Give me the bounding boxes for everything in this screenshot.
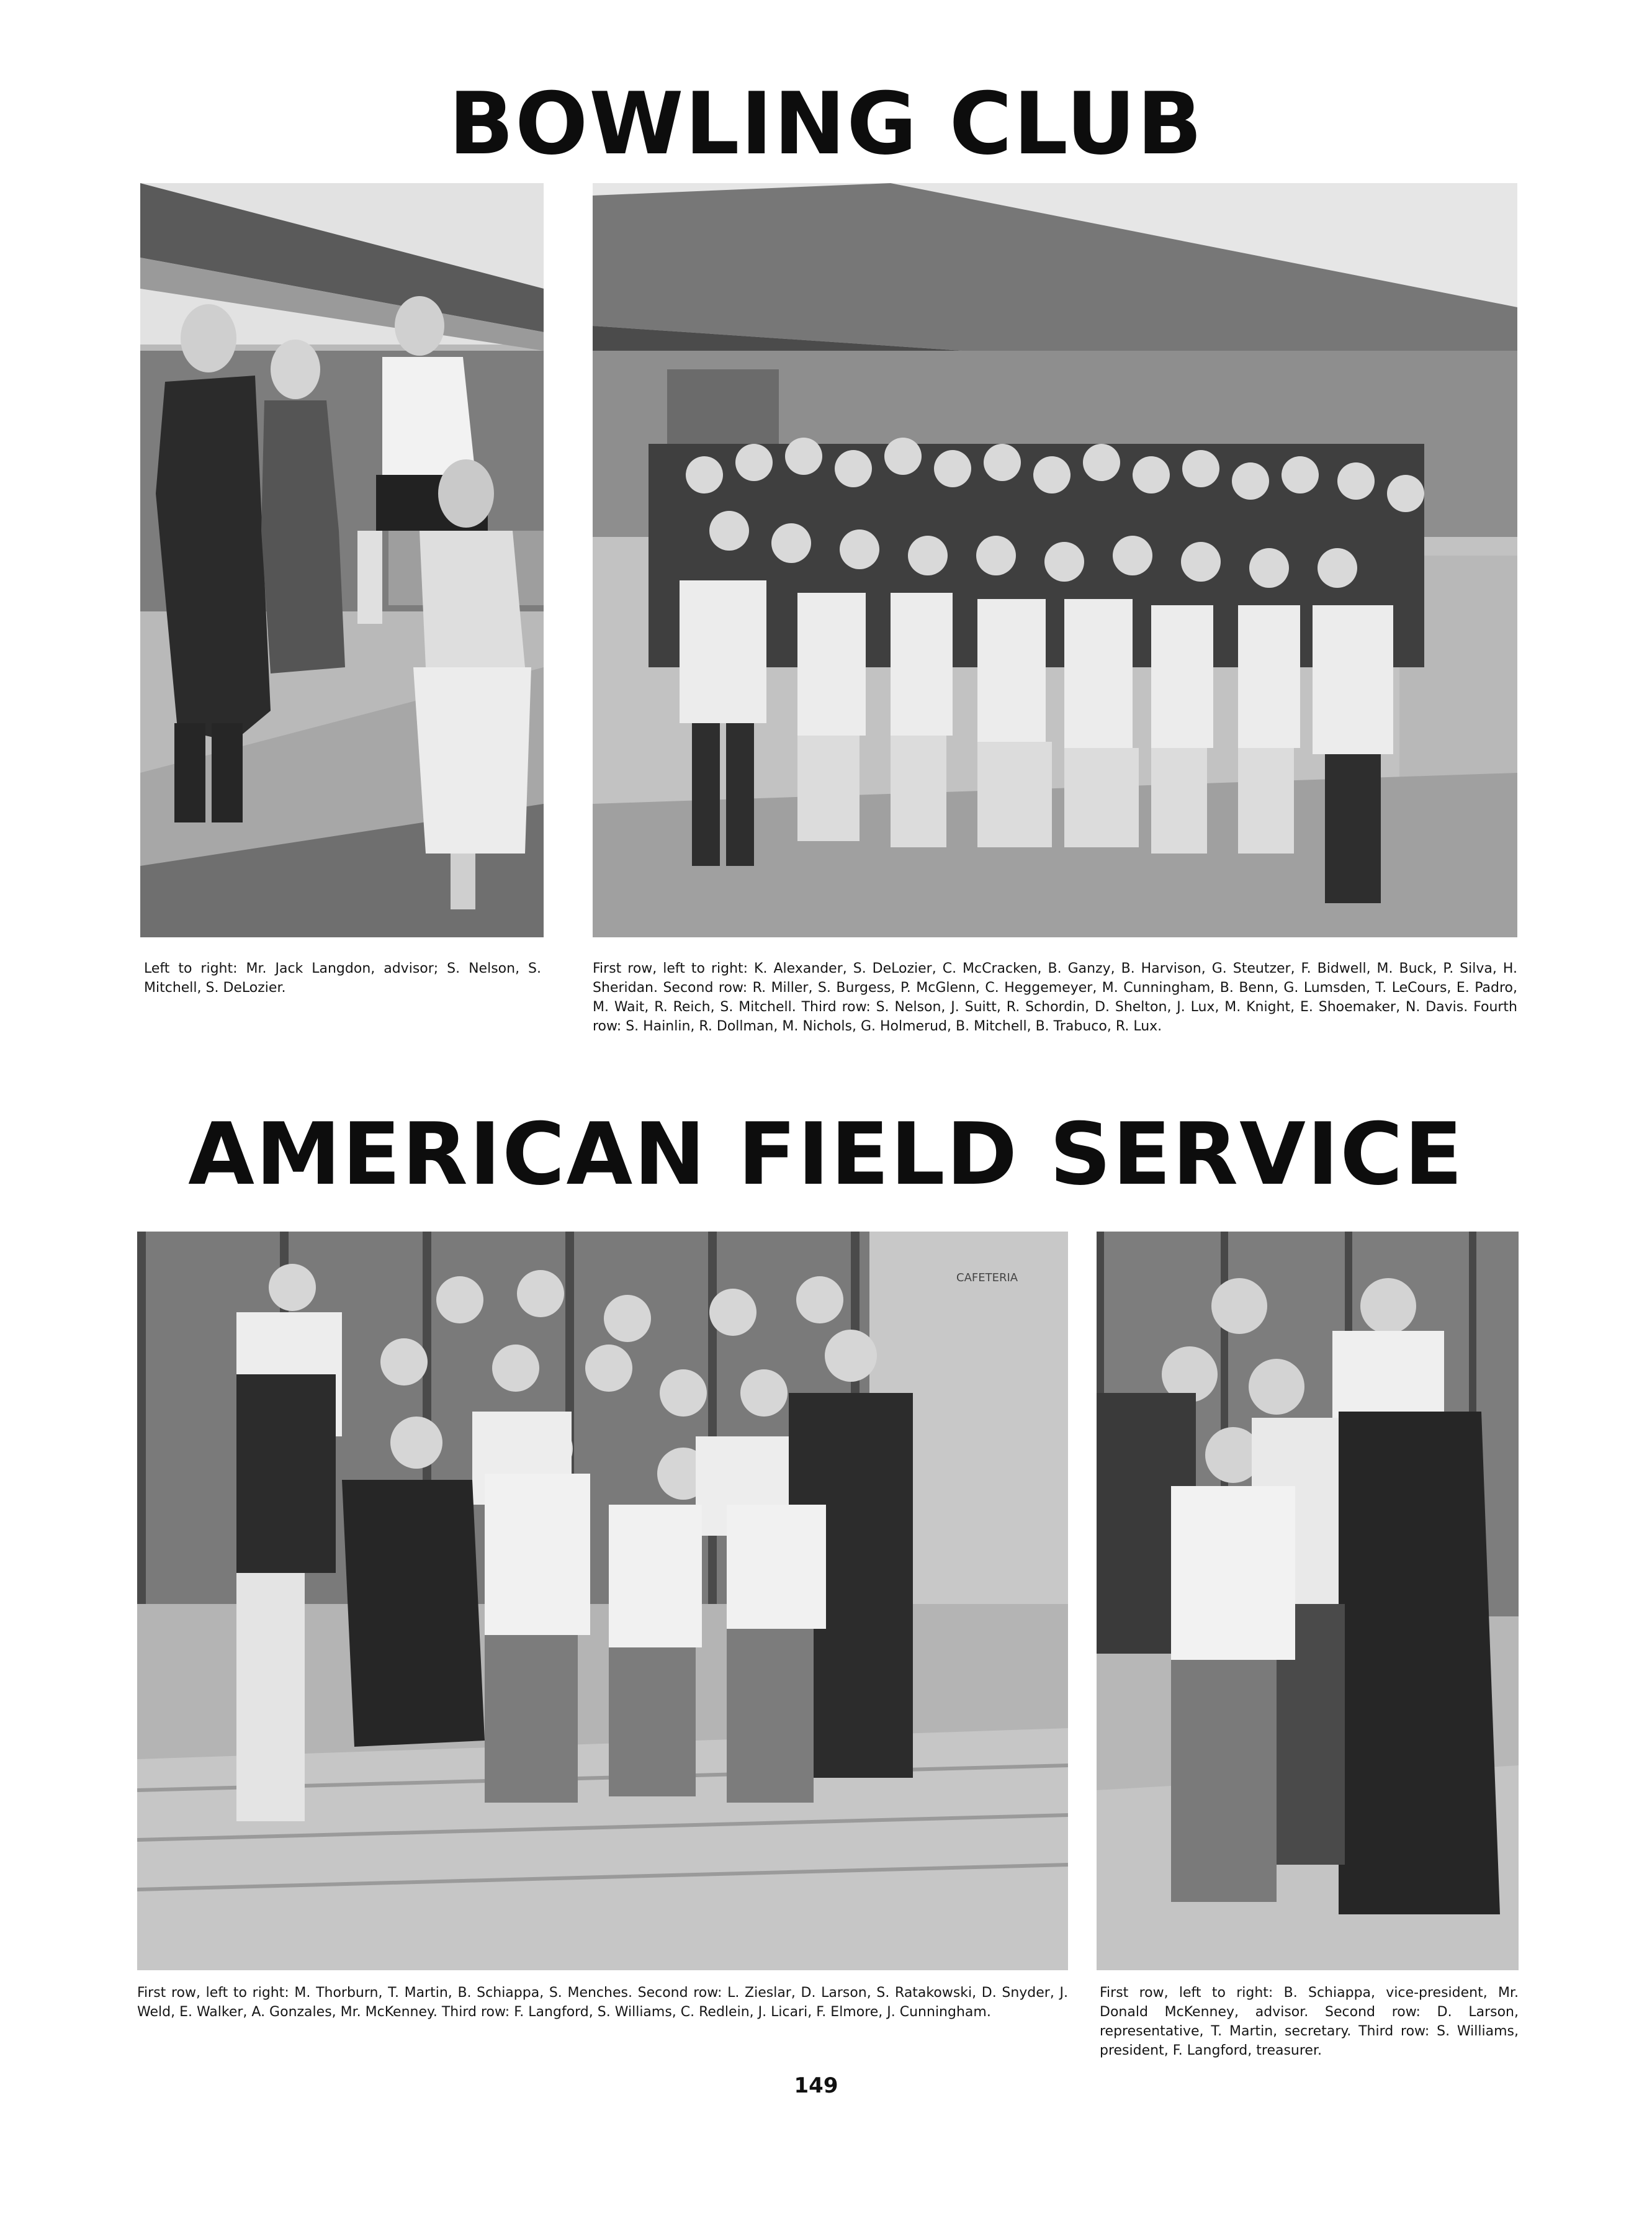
cafeteria-sign: CAFETERIA <box>956 1271 1018 1284</box>
afs-group-photo <box>137 1232 1068 1970</box>
american-field-service-title: AMERICAN FIELD SERVICE <box>188 1104 1464 1204</box>
bowling-club-title: BOWLING CLUB <box>448 74 1204 174</box>
bowling-group-caption: First row, left to right: K. Alexander, S. DeLozier, C. McCracken, B. Ganzy, B. Harvison, G. Steutzer, F. Bidwell, M. Buck, P. Silva, H. Sheridan. Second row: R. Miller, S. Burgess, P. McGlenn, C. Heggemeyer, M. Cunningham, B. Benn, G. Lumsden, T. LeCours, E. Padro, M. Wait, R. Reich, S. Mitchell. Third row: S. Nelson, J. Suitt, R. Schordin, D. Shelton, J. Lux, M. Knight, E. Shoemaker, N. Davis. Fourth row: S. Hainlin, R. Dollman, M. Nichols, G. Holmerud, B. Mitchell, B. Trabuco, R. Lux. <box>593 961 1517 1034</box>
bowling-advisor-caption: Left to right: Mr. Jack Langdon, advisor; S. Nelson, S. Mitchell, S. DeLozier. <box>144 961 541 996</box>
afs-group-caption: First row, left to right: M. Thorburn, T. Martin, B. Schiappa, S. Menches. Second row: L. Zieslar, D. Larson, S. Ratakowski, D. Snyder, J. Weld, E. Walker, A. Gonzales, Mr. McKenney. Third row: F. Langford, S. Williams, C. Redlein, J. Licari, F. Elmore, J. Cunningham. <box>137 1985 1068 2020</box>
afs-officers-photo <box>1097 1232 1519 1970</box>
bowling-advisor-photo <box>140 183 544 937</box>
page-number: 149 <box>794 2073 838 2098</box>
bowling-group-photo <box>593 183 1517 937</box>
afs-officers-caption: First row, left to right: B. Schiappa, vice-president, Mr. Donald McKenney, advisor. Second row: D. Larson, representative, T. Martin, secretary. Third row: S. Williams, president, F. Langford, treasurer. <box>1100 1985 1519 2058</box>
